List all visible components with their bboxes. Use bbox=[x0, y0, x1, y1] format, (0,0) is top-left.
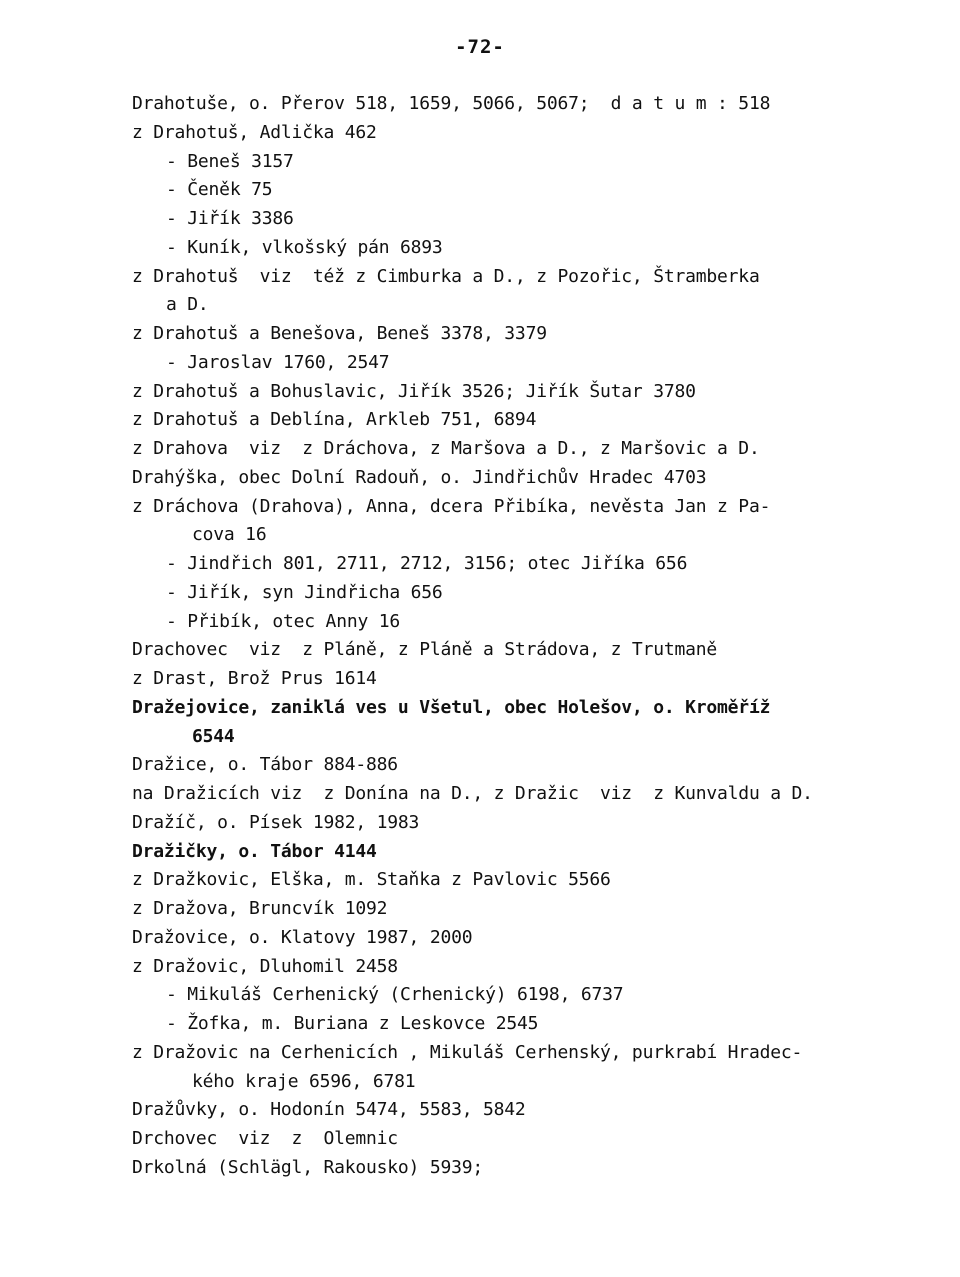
entry-line: Drchovec viz z Olemnic bbox=[132, 1128, 398, 1149]
sub-entry-line: - Jiřík, syn Jindřicha 656 bbox=[166, 581, 443, 603]
entry-line: Dražovice, o. Klatovy 1987, 2000 bbox=[132, 926, 473, 948]
entry-line: z Drahova viz z Dráchova, z Maršova a D., z Maršovic a D. bbox=[132, 438, 760, 459]
entry-line: z Dráchova (Drahova), Anna, dcera Přibíka, nevěsta Jan z Pa- bbox=[132, 495, 771, 517]
entry-line: Drkolná (Schlägl, Rakousko) 5939; bbox=[132, 1156, 484, 1178]
entry-line: na Dražicích viz z Donína na D., z Dražic viz z Kunvaldu a D. bbox=[132, 783, 813, 804]
entry-line: Dražičky, o. Tábor 4144 bbox=[132, 840, 377, 862]
entry-line: z Drast, Brož Prus 1614 bbox=[132, 668, 377, 689]
continuation-line: cova 16 bbox=[192, 524, 267, 546]
sub-entry-line: - Kuník, vlkošský pán 6893 bbox=[166, 236, 443, 258]
continuation-line: kého kraje 6596, 6781 bbox=[192, 1070, 416, 1092]
entry-line: Dražůvky, o. Hodonín 5474, 5583, 5842 bbox=[132, 1099, 526, 1121]
sub-entry-line: - Žofka, m. Buriana z Leskovce 2545 bbox=[166, 1013, 539, 1034]
entry-line: z Dražova, Bruncvík 1092 bbox=[132, 898, 388, 919]
sub-entry-line: - Jindřich 801, 2711, 2712, 3156; otec Jiříka 656 bbox=[166, 553, 688, 574]
entry-line: z Drahotuš a Bohuslavic, Jiřík 3526; Jiřík Šutar 3780 bbox=[132, 380, 696, 402]
entry-line: Dražíč, o. Písek 1982, 1983 bbox=[132, 811, 420, 833]
entry-line: Drahýška, obec Dolní Radouň, o. Jindřichův Hradec 4703 bbox=[132, 466, 707, 488]
continuation-line: 6544 bbox=[192, 725, 235, 747]
entry-line: z Dražovic, Dluhomil 2458 bbox=[132, 955, 398, 977]
entry-line: z Drahotuš a Deblína, Arkleb 751, 6894 bbox=[132, 409, 537, 431]
entry-line: Dražice, o. Tábor 884-886 bbox=[132, 754, 398, 776]
entry-line: z Drahotuš, Adlička 462 bbox=[132, 121, 377, 143]
sub-entry-line: - Jiřík 3386 bbox=[166, 208, 294, 229]
entry-line: Drahotuše, o. Přerov 518, 1659, 5066, 5067; d a t u m : 518 bbox=[132, 93, 771, 114]
entry-line: z Drahotuš viz též z Cimburka a D., z Pozořic, Štramberka bbox=[132, 265, 760, 287]
entry-line: z Dražovic na Cerhenicích , Mikuláš Cerhenský, purkrabí Hradec- bbox=[132, 1041, 803, 1063]
sub-entry-line: - Jaroslav 1760, 2547 bbox=[166, 351, 390, 373]
sub-entry-line: - Beneš 3157 bbox=[166, 150, 294, 172]
page-number: -72- bbox=[455, 36, 505, 58]
entry-line: z Dražkovic, Elška, m. Staňka z Pavlovic 5566 bbox=[132, 869, 611, 891]
sub-entry-line: - Mikuláš Cerhenický (Crhenický) 6198, 6737 bbox=[166, 984, 624, 1006]
entry-line: Drachovec viz z Pláně, z Pláně a Strádova, z Trutmaně bbox=[132, 639, 718, 661]
sub-entry-line: - Přibík, otec Anny 16 bbox=[166, 610, 401, 632]
sub-entry-line: - Čeněk 75 bbox=[166, 179, 273, 201]
continuation-line: a D. bbox=[166, 294, 209, 316]
index-entries bbox=[132, 90, 902, 1183]
entry-line: Dražejovice, zaniklá ves u Všetul, obec Holešov, o. Kroměříž bbox=[132, 696, 771, 718]
entry-line: z Drahotuš a Benešova, Beneš 3378, 3379 bbox=[132, 323, 547, 344]
